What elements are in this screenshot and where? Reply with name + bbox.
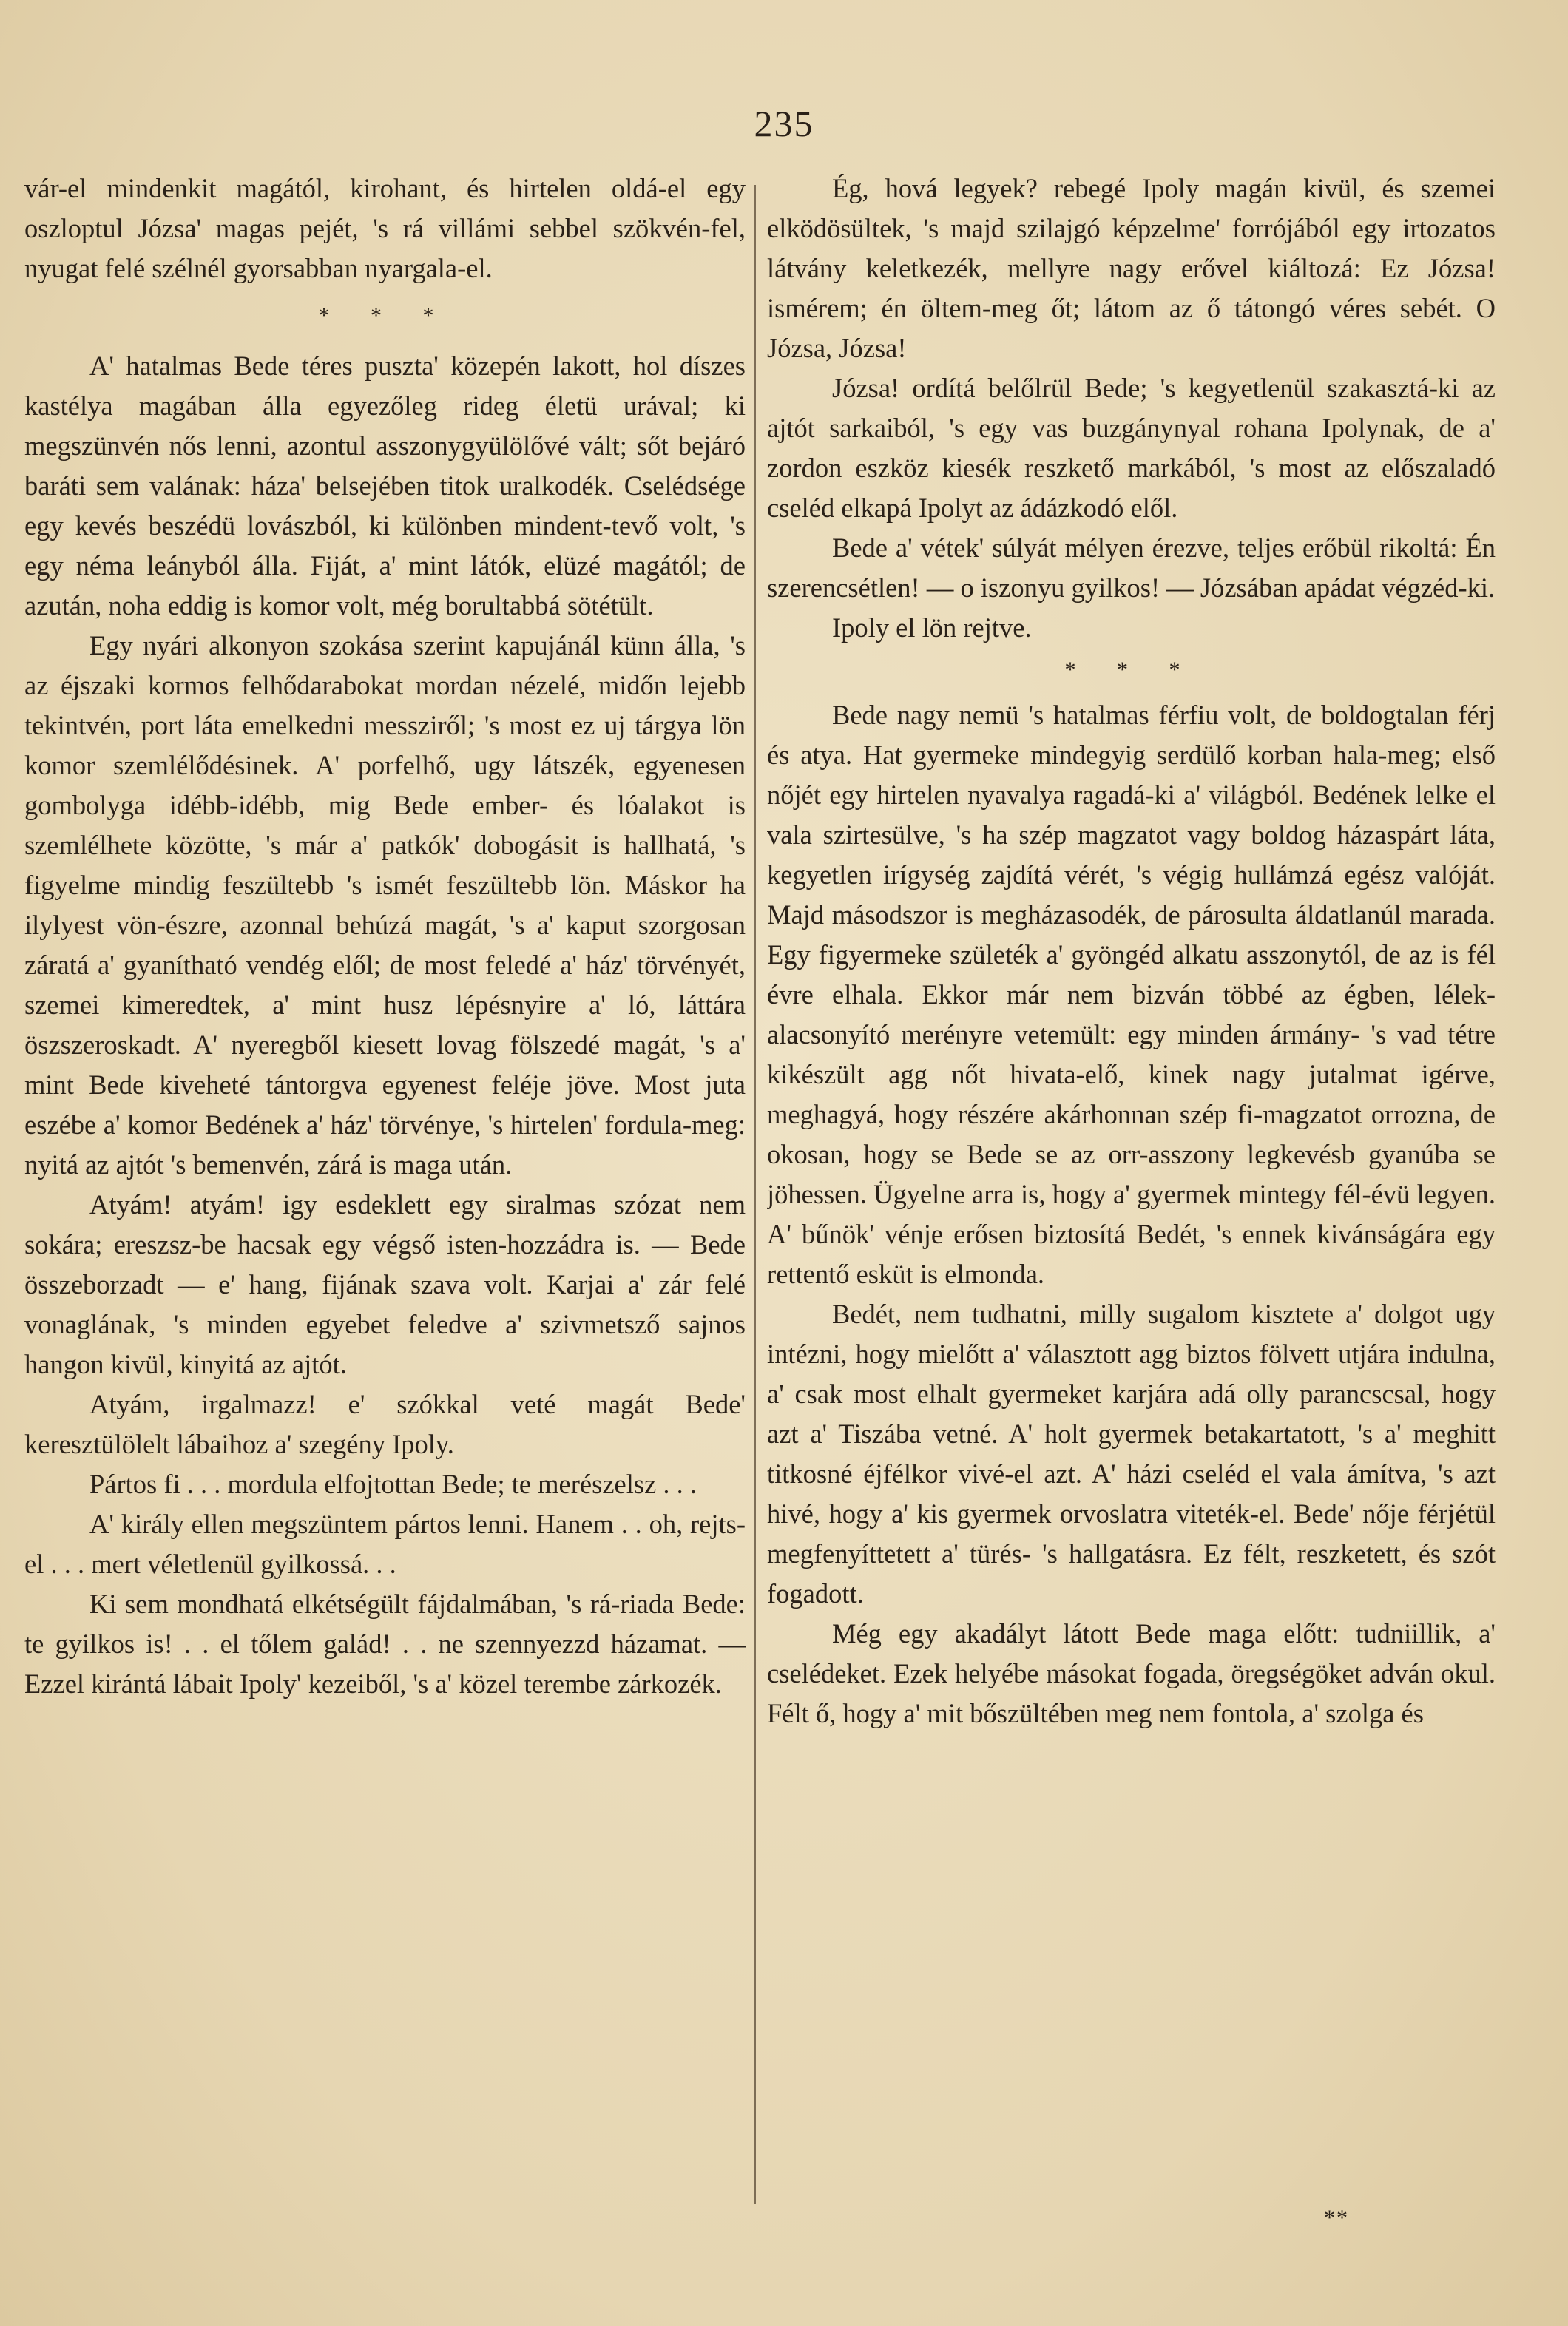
signature-mark: ** [1324,2205,1349,2230]
paragraph: Egy nyári alkonyon szokása szerint kapujánál künn álla, 's az éjszaki kormos felhődarabokat mordan nézelé, midőn lejebb tekintvén, port láta emelkedni messziről; 's most ez uj tárgya lön komor szemlélődésinek. A' porfelhő, ugy látszék, egyenesen gombolyga idébb-idébb, mig Bede ember- és lóalakot is szemlélhete közötte, 's már a' patkók' dobogásit is hallhatá, 's figyelme mindig feszültebb 's ismét feszültebb lön. Máskor ha ilylyest vön-észre, azonnal behúzá magát, 's a' kaput szorgosan záratá a' gyanítható vendég elől; de most feledé a' ház' törvényét, szemei kimeredtek, a' mint husz lépésnyire a' ló, láttára öszszeroskadt. A' nyeregből kiesett lovag fölszedé magát, 's a' mint Bede kiveheté tántorgva egyenest feléje jöve. Most juta eszébe a' komor Bedének a' ház' törvénye, 's hirtelen' fordula-meg: nyitá az ajtót 's bemenvén, zárá is maga után. [24,630,746,1180]
paragraph: Ipoly el lön rejtve. [832,612,1032,643]
section-separator: * * * [318,303,452,328]
paragraph: Ki sem mondhatá elkétségült fájdalmában, 's rá-riada Bede: te gyilkos is! . . el tőlem galád! . . ne szennyezzd házamat. — Ezzel kirántá lábait Ipoly' kezeiből, 's a' közel terembe zárkozék. [24,1589,746,1699]
paragraph: vár-el mindenkit magától, kirohant, és hirtelen oldá-el egy oszloptul Józsa' magas pejét, 's rá villámi sebbel szökvén-fel, nyugat felé szélnél gyorsabban nyargala-el. [24,173,746,283]
right-column [767,169,1496,2210]
left-column [24,169,746,2210]
paragraph: Ég, hová legyek? rebegé Ipoly magán kivül, és szemei elködösültek, 's majd szilajgó képzelme' forrójából egy irtozatos látvány keletkezék, mellyre nagy erővel kiáltozá: Ez Józsa! ismérem; én öltem-meg őt; látom az ő tátongó véres sebét. O Józsa, Józsa! [767,173,1496,363]
paragraph: A' király ellen megszüntem pártos lenni. Hanem . . oh, rejts-el . . . mert véletlenül gyilkossá. . . [24,1509,746,1579]
column-divider [754,185,756,2204]
paragraph: Atyám! atyám! igy esdeklett egy siralmas szózat nem sokára; ereszsz-be hacsak egy végső isten-hozzádra is. — Bede összeborzadt — e' hang, fijának szava volt. Karjai a' zár felé vonaglának, 's minden egyebet feledve a' szivmetsző sajnos hangon kivül, kinyitá az ajtót. [24,1189,746,1379]
paragraph: Bedét, nem tudhatni, milly sugalom kisztete a' dolgot ugy intézni, hogy mielőtt a' választott agg biztos fölvett utjára indulna, a' csak most elhalt gyermeket karjára adá olly parancscsal, hogy azt a' Tiszába vetné. A' holt gyermek betakartatott, 's a' meghitt titkosné éjfélkor vivé-el azt. A' házi cseléd el vala ámítva, 's azt hivé, hogy a' kis gyermek orvoslatra viteték-el. Bede' nője férjétül megfenyíttetett a' türés- 's hallgatásra. Ez félt, reszketett, és szót fogadott. [767,1299,1496,1609]
paragraph: Pártos fi . . . mordula elfojtottan Bede; te merészelsz . . . [89,1469,697,1499]
paragraph: Bede nagy nemü 's hatalmas férfiu volt, de boldogtalan férj és atya. Hat gyermeke mindegyig serdülő korban hala-meg; első nőjét egy hirtelen nyavalya ragadá-ki a' világból. Bedének lelke el vala szirtesülve, 's ha szép magzatot vagy boldog házaspárt láta, kegyetlen irígység zajdítá vérét, 's végig hullámzá egész valóját. Majd másodszor is megházasodék, de párosulta áldatlanúl marada. Egy figyermeke születék a' gyöngéd alkatu asszonytól, de az is fél évre elhala. Ekkor már nem bizván többé az égben, lélek-alacsonyító merényre vetemült: egy minden ármány- 's vad tétre kikészült agg nőt hivata-elő, kinek nagy jutalmat igérve, meghagyá, hogy részére akárhonnan szép fi-magzatot orrozna, de okosan, hogy se Bede se az orr-asszony legkevésb gyanúba se jöhessen. Ügyelne arra is, hogy a' gyermek mintegy fél-évü legyen. A' bűnök' vénje erősen biztosítá Bedét, 's ennek kivánságára egy rettentő esküt is elmonda. [767,700,1496,1289]
paragraph: A' hatalmas Bede téres puszta' közepén lakott, hol díszes kastélya magában álla egyezőleg rideg életü urával; ki megszünvén nős lenni, azontul asszonygyülölővé vált; sőt bejáró baráti sem valának: háza' belsejében titok uralkodék. Cselédsége egy kevés beszédü lovászból, ki különben mindent-tevő volt, 's egy néma leányból álla. Fiját, a' mint látók, elüzé magától; de azután, noha eddig is komor volt, még borultabbá sötétült. [24,351,746,621]
paragraph: Bede a' vétek' súlyát mélyen érezve, teljes erőbül rikoltá: Én szerencsétlen! — o iszonyu gyilkos! — Józsában apádat végzéd-ki. [767,533,1496,603]
paragraph: Még egy akadályt látott Bede maga előtt: tudniillik, a' cselédeket. Ezek helyébe másokat fogada, öregségöket adván okul. Félt ő, hogy a' mit bőszültében meg nem fontola, a' szolga és [767,1618,1496,1728]
section-separator: * * * [1064,657,1198,682]
paragraph: Józsa! ordítá belőlrül Bede; 's kegyetlenül szakasztá-ki az ajtót sarkaiból, 's egy vas buzgánynyal rohana Ipolynak, de a' zordon eszköz kiesék reszkető markából, 's most az előszaladó cseléd elkapá Ipolyt az ádázkodó elől. [767,373,1496,523]
page-number: 235 [754,103,814,144]
paragraph: Atyám, irgalmazz! e' szókkal veté magát Bede' keresztülölelt lábaihoz a' szegény Ipoly. [24,1389,746,1459]
